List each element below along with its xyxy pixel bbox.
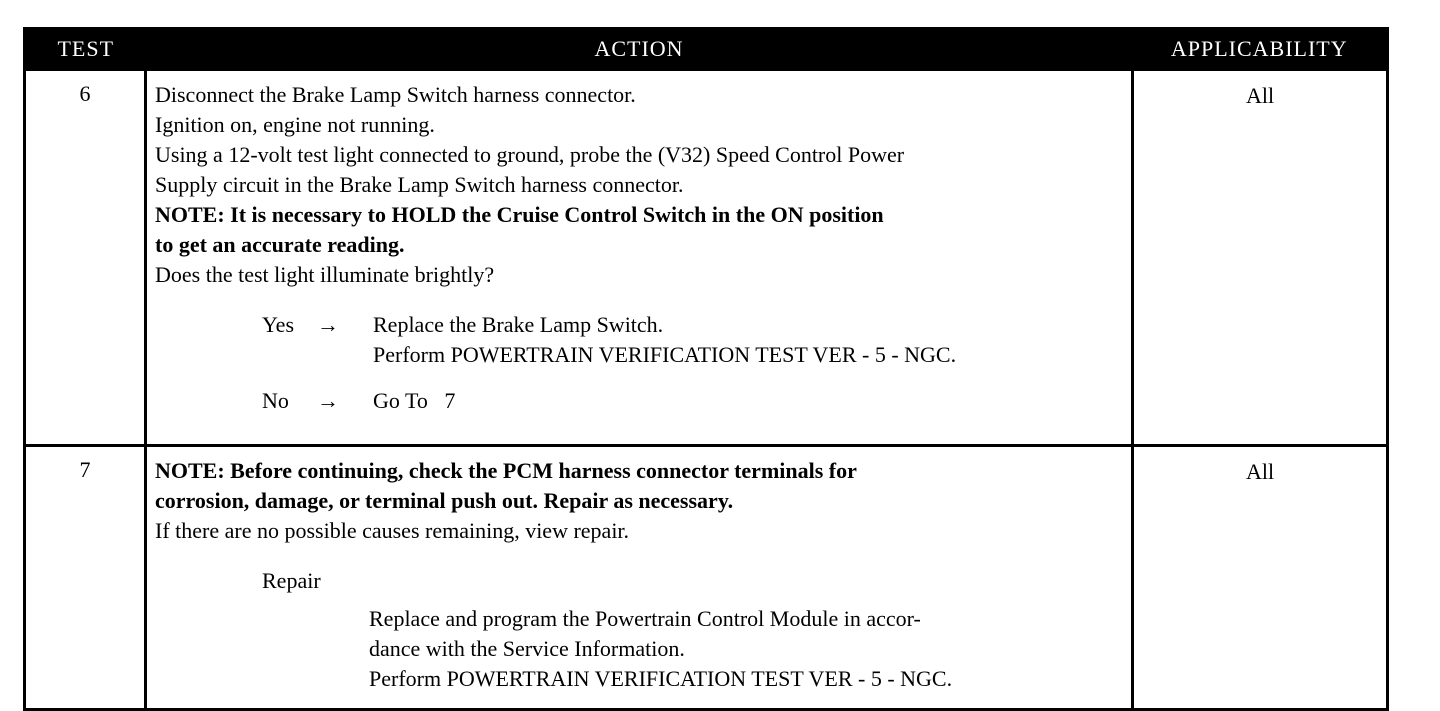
repair-line: Perform POWERTRAIN VERIFICATION TEST VER - 5 - NGC. [369,666,953,691]
yes-action-line: Perform POWERTRAIN VERIFICATION TEST VER - 5 - NGC. [373,342,957,367]
arrow-icon: → [317,388,339,413]
applicability-value: All [1133,446,1388,710]
note-line: NOTE: Before continuing, check the PCM harness connector terminals for [155,458,857,483]
goto-link[interactable]: Go To 7 [373,388,456,413]
question-line: Does the test light illuminate brightly? [155,262,495,287]
action-line: Ignition on, engine not running. [155,112,435,137]
header-applicability: APPLICABILITY [1133,29,1388,70]
action-line: Using a 12-volt test light connected to ground, probe the (V32) Speed Control Power [155,142,905,167]
repair-line: Replace and program the Powertrain Control Module in accor- [369,606,921,631]
note-line: to get an accurate reading. [155,232,405,257]
test-number: 6 [25,70,146,446]
no-label: No [262,388,289,413]
yes-branch [262,310,1123,370]
repair-section [262,566,1123,694]
action-line: If there are no possible causes remaining, view repair. [155,518,630,543]
action-cell [146,446,1133,710]
table-row [25,70,1388,446]
action-cell [146,70,1133,446]
arrow-icon: → [317,312,339,337]
repair-label: Repair [262,568,321,593]
test-number: 7 [25,446,146,710]
repair-line: dance with the Service Information. [369,636,685,661]
action-line: Supply circuit in the Brake Lamp Switch harness connector. [155,172,684,197]
note-line: corrosion, damage, or terminal push out. Repair as necessary. [155,488,734,513]
header-action: ACTION [146,29,1133,70]
table-row [25,446,1388,710]
no-branch [262,386,1123,416]
note-line: NOTE: It is necessary to HOLD the Cruise Control Switch in the ON position [155,202,884,227]
action-line: Disconnect the Brake Lamp Switch harness connector. [155,82,636,107]
yes-action-line: Replace the Brake Lamp Switch. [373,312,664,337]
diagnostic-table [23,27,1389,711]
table-header-row [25,29,1388,70]
applicability-value: All [1133,70,1388,446]
header-test: TEST [25,29,146,70]
yes-label: Yes [262,312,295,337]
